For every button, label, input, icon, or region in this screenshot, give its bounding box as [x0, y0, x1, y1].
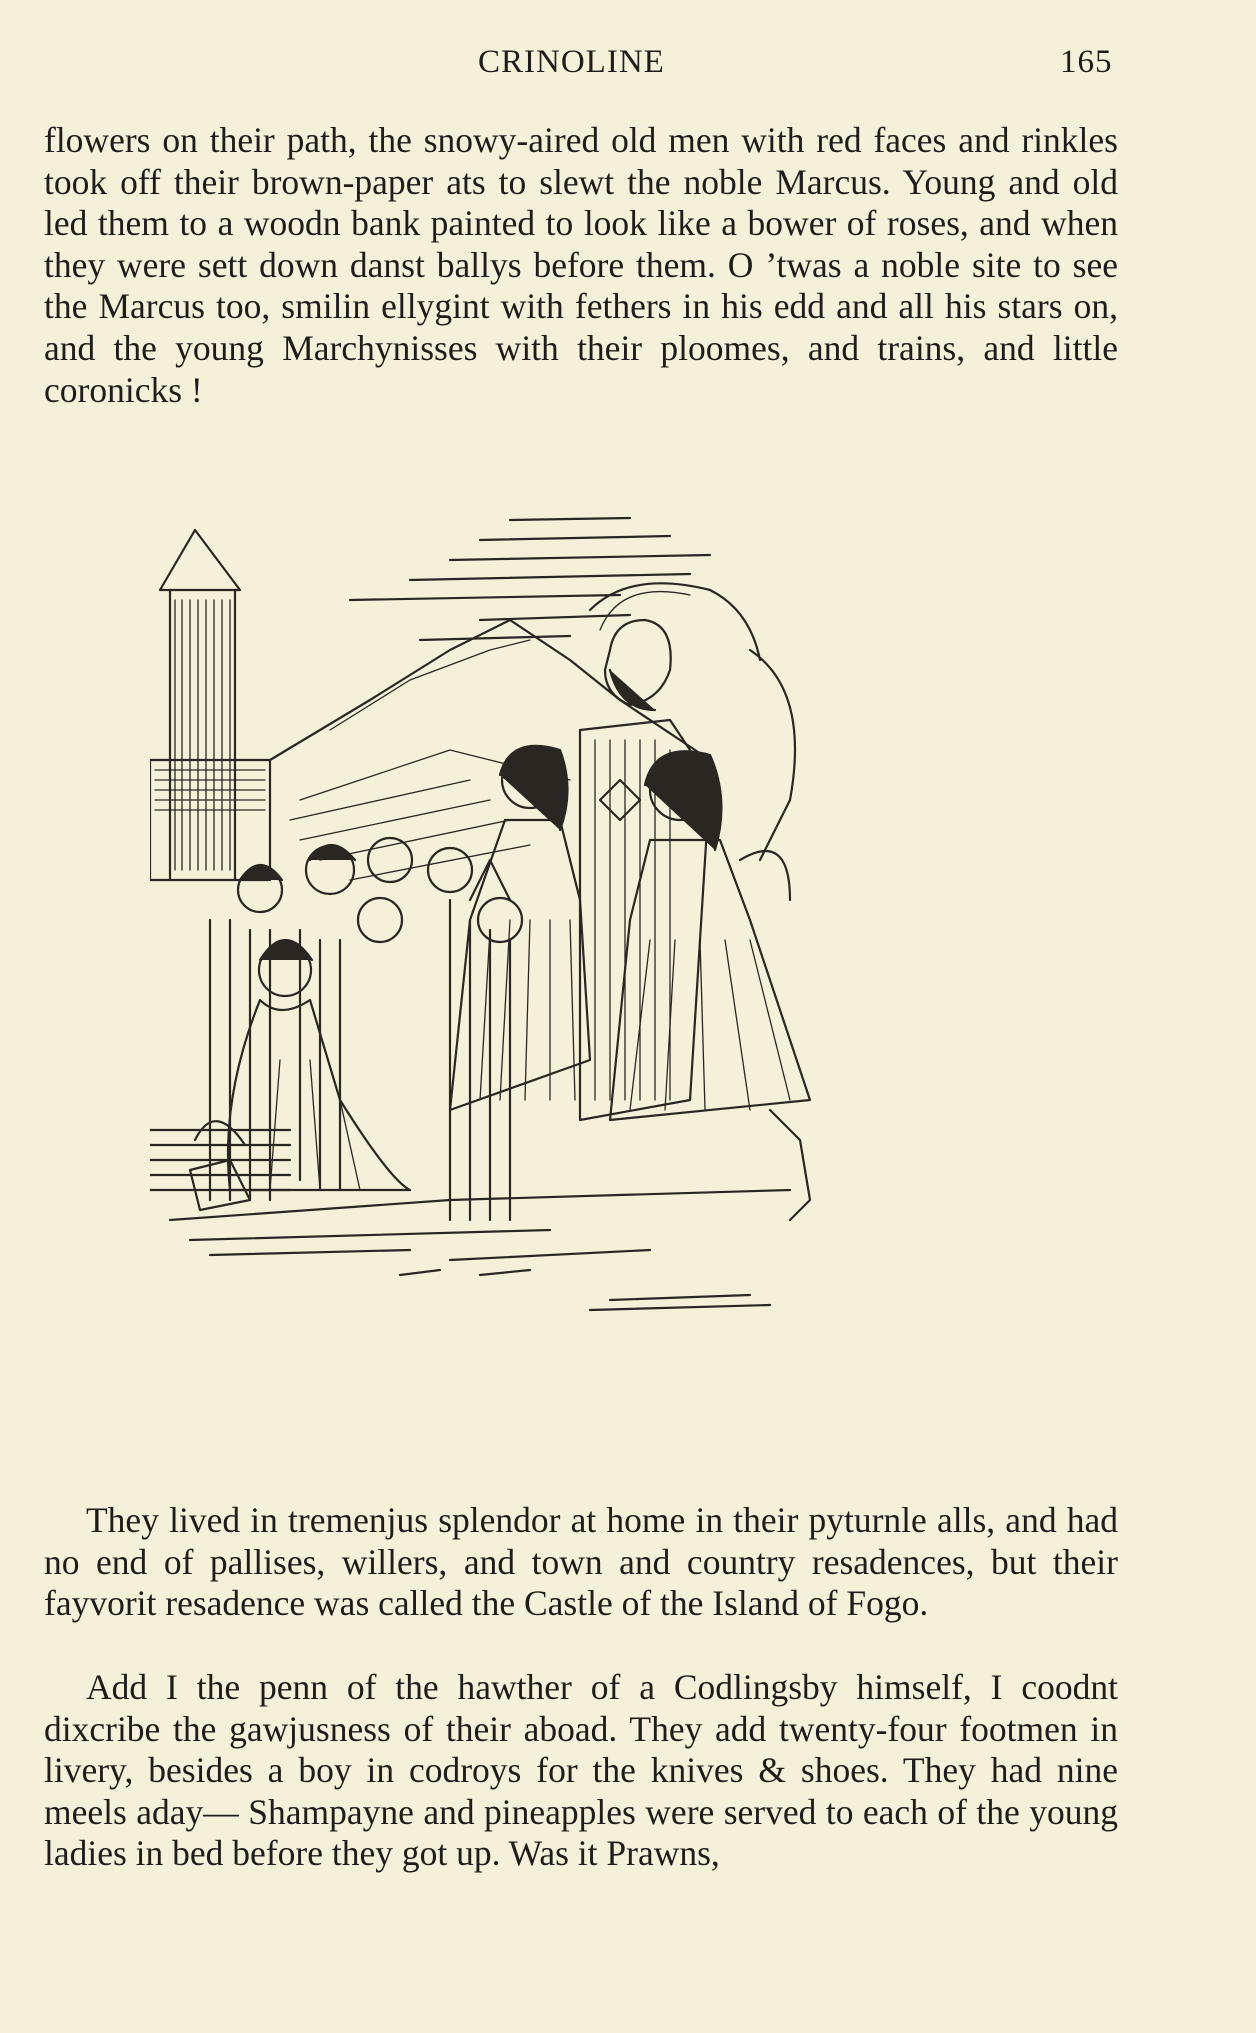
sky-hatching: [350, 518, 710, 640]
paragraph-continued: flowers on their path, the snowy-aired old men with red faces and rinkles took off their brown-paper ats to slewt the noble Marcus. Young and old led them to a woodn bank painted to look like a bower of roses, and when they were sett down danst ballys before them. O ’twas a noble site to see the Marcus too, smilin ellygint with fethers in his edd and all his stars on, and the young Marchynisses with their ploomes, and trains, and little coronicks !: [44, 120, 1118, 410]
page-number: 165: [1060, 44, 1113, 80]
paragraph: Add I the penn of the hawther of a Codlingsby himself, I coodnt dixcribe the gawjusness of their aboad. They add twenty-four footmen in livery, besides a boy in codroys for the knives & shoes. They had nine meels aday— Shampayne and pineapples were served to each of the young ladies in bed before they got up. Was it Prawns,: [44, 1667, 1118, 1874]
tower: [150, 530, 270, 880]
paragraph: They lived in tremenjus splendor at home in their pyturnle alls, and had no end of pallises, willers, and town and country resadences, but their fayvorit resadence was called the Castle of the Island of Fogo.: [44, 1500, 1118, 1624]
engraving-illustration: [150, 500, 1010, 1470]
mountains: [270, 620, 710, 880]
running-head-title: CRINOLINE: [478, 44, 665, 80]
running-head: [0, 44, 1256, 88]
